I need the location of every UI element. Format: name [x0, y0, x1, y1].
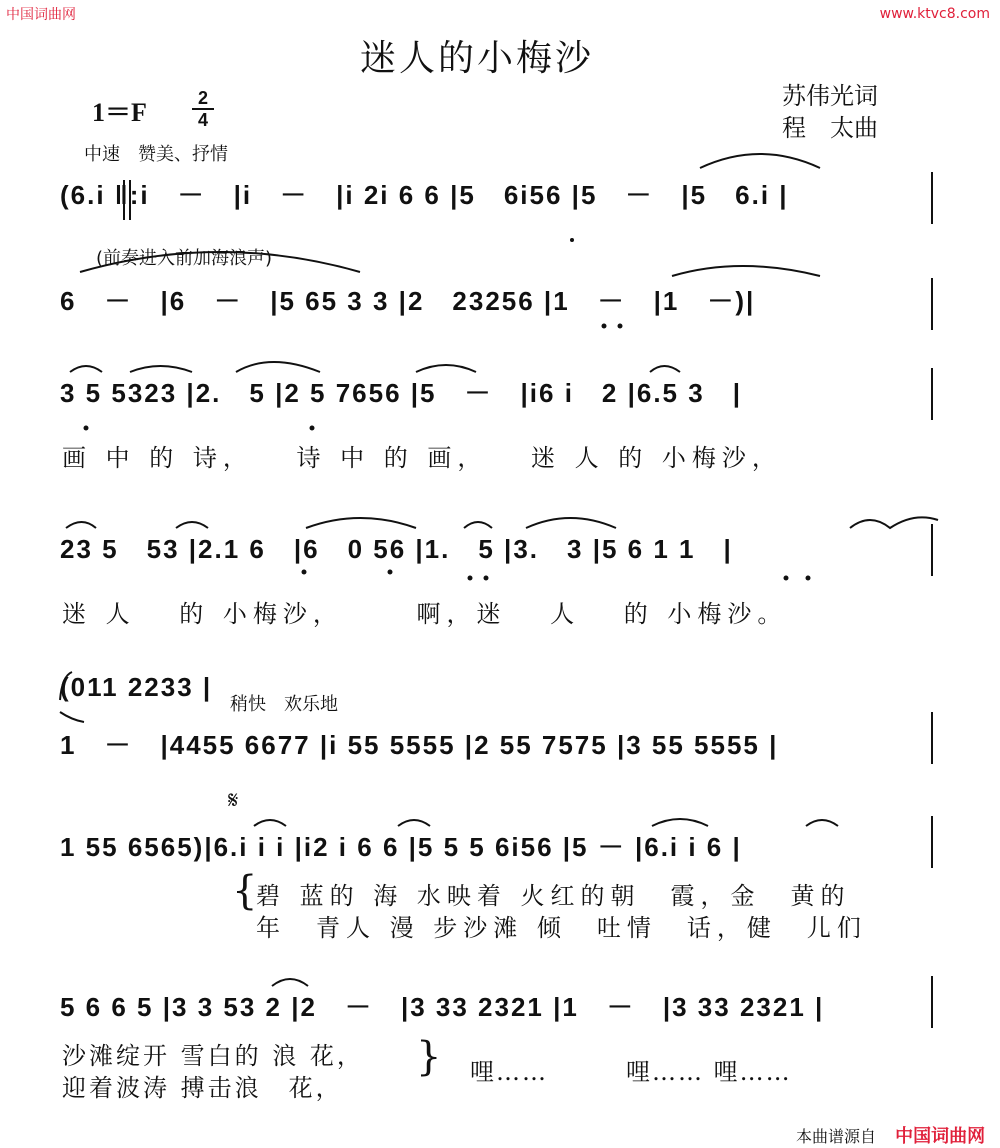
segno-icon: 𝄋	[228, 786, 239, 814]
key-signature: 1＝F	[92, 98, 147, 127]
song-title: 迷人的小梅沙	[360, 38, 595, 79]
tempo-marking: 中速 赞美、抒情	[84, 144, 228, 165]
time-signature-bottom: 4	[192, 108, 214, 130]
slur-mark	[806, 820, 838, 826]
watermark-top-left: 中国词曲网	[6, 7, 76, 23]
lyrics-refrain: 哩…… 哩…… 哩……	[470, 1058, 792, 1086]
octave-dot	[784, 576, 789, 581]
slur-mark	[306, 518, 416, 528]
octave-dot	[84, 426, 89, 431]
footer-source-label: 本曲谱源自	[796, 1127, 877, 1146]
lyrics-line: 画 中 的 诗， 诗 中 的 画， 迷 人 的 小梅沙，	[62, 444, 782, 472]
composer-credit: 程 太曲	[782, 114, 878, 142]
slur-mark	[700, 154, 820, 168]
watermark-top-right: www.ktvc8.com	[879, 6, 990, 22]
slur-mark	[176, 522, 208, 528]
slur-mark	[464, 522, 492, 528]
slur-mark	[398, 820, 430, 826]
slur-mark	[80, 252, 360, 272]
lyrics-verse-2: 年 青人 漫 步沙滩 倾 吐情 话，健 儿们	[256, 914, 867, 942]
slur-mark	[236, 362, 320, 372]
staff-notes: 1 － |4455 6677 |i 55 5555 |2 55 7575 |3 55 5555 |	[60, 730, 779, 760]
slur-mark	[272, 979, 308, 986]
verse-brace-icon: }	[416, 1034, 442, 1080]
slur-mark	[254, 820, 286, 826]
footer-source	[796, 1122, 985, 1148]
slur-mark	[672, 266, 820, 276]
tempo-change-marking: 稍快 欢乐地	[230, 694, 338, 715]
staff-notes: (011 2233 |	[60, 672, 213, 702]
slur-mark	[652, 819, 708, 826]
octave-dot	[618, 324, 623, 329]
slur-mark	[60, 672, 72, 700]
octave-dot	[302, 570, 307, 575]
lyrics-line: 迷 人 的 小梅沙， 啊，迷 人 的 小梅沙。	[62, 600, 788, 628]
octave-dot	[806, 576, 811, 581]
footer-site-link[interactable]: 中国词曲网	[895, 1126, 986, 1147]
staff-notes: (6.i ‖:i － |i － |i 2i 6 6 |5 6i56 |5 － |5 6.i |	[60, 180, 789, 210]
time-signature-top: 2	[197, 88, 208, 108]
slur-mark	[850, 517, 938, 528]
octave-dot	[602, 324, 607, 329]
slur-mark	[70, 366, 102, 372]
slur-mark	[416, 365, 476, 372]
octave-dot	[484, 576, 489, 581]
octave-dot	[310, 426, 315, 431]
slur-mark	[130, 366, 192, 372]
octave-dot	[468, 576, 473, 581]
slur-mark	[66, 522, 96, 528]
intro-annotation: (前奏进入前加海浪声)	[96, 248, 273, 269]
verse-brace-icon: {	[232, 868, 258, 914]
slur-mark	[60, 712, 84, 722]
slur-mark	[526, 518, 616, 528]
octave-dot	[388, 570, 393, 575]
lyrics-verse-2: 迎着波涛 搏击浪 花，	[62, 1074, 343, 1102]
lyrics-verse-1: 碧 蓝的 海 水映着 火红的朝 霞，金 黄的	[256, 882, 851, 910]
staff-notes: 3 5 5323 |2. 5 |2 5 7656 |5 － |i6 i 2 |6.5 3 |	[60, 378, 742, 408]
octave-dot	[570, 238, 574, 242]
staff-notes: 1 55 6565)|6.i i i |i2 i 6 6 |5 5 5 6i56 |5 － |6.i i 6 |	[60, 832, 742, 862]
lyrics-verse-1: 沙滩绽开 雪白的 浪 花，	[62, 1042, 364, 1070]
staff-notes: 23 5 53 |2.1 6 |6 0 56 |1. 5 |3. 3 |5 6 1 1 |	[60, 534, 733, 564]
slur-mark	[650, 366, 680, 372]
staff-notes: 6 － |6 － |5 65 3 3 |2 23256 |1 － |1 －)|	[60, 286, 756, 316]
lyricist-credit: 苏伟光词	[782, 82, 878, 110]
staff-notes: 5 6 6 5 |3 3 53 2 |2 － |3 33 2321 |1 － |3 33 2321 |	[60, 992, 825, 1022]
